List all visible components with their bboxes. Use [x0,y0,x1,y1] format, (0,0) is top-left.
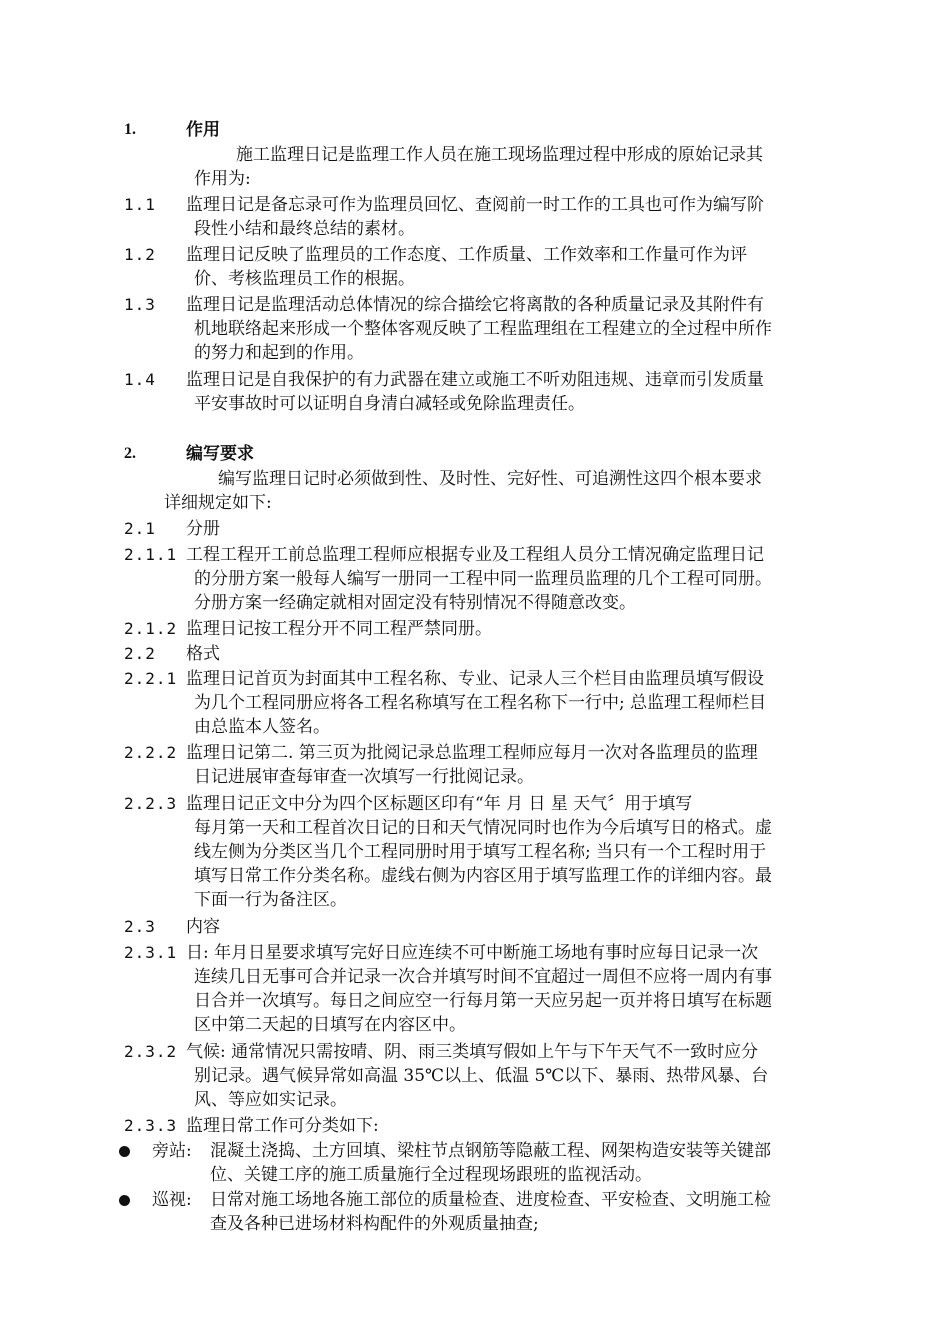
paragraph-line: 连续几日无事可合并记录一次合并填写时间不宜超过一周但不应将一周内有事 [194,967,772,987]
bullet-icon [119,1195,130,1206]
paragraph-line: 工程工程开工前总监理工程师应根据专业及工程组人员分工情况确定监理日记 [186,545,764,565]
section-title: 编写要求 [186,444,254,464]
section-number: 2. [124,445,136,462]
paragraph-line: 监理日记是自我保护的有力武器在建立或施工不听劝阻违规、违章而引发质量 [186,370,764,390]
paragraph-line: 段性小结和最终总结的素材。 [194,219,415,239]
paragraph-line: 监理日常工作可分类如下: [186,1116,379,1136]
paragraph-line: 填写日常工作分类名称。虚线右侧为内容区用于填写监理工作的详细内容。最 [194,866,772,886]
paragraph-line: 日常对施工场地各施工部位的质量检查、进度检查、平安检查、文明施工检 [210,1190,771,1210]
item-number: 2.1.2 [124,619,178,638]
item-number: 2.2.3 [124,794,178,813]
paragraph-line: 风、等应如实记录。 [194,1090,347,1110]
paragraph-line: 的努力和起到的作用。 [194,343,364,363]
bullet-icon [119,1146,130,1157]
paragraph-line: 日记进展审查每审查一次填写一行批阅记录。 [194,767,534,787]
paragraph-line: 监理日记正文中分为四个区标题区印有“年 月 日 星 天气〞用于填写 [186,794,693,814]
paragraph-line: 监理日记按工程分开不同工程严禁同册。 [186,619,492,639]
paragraph-line: 每月第一天和工程首次日记的日和天气情况同时也作为今后填写日的格式。虚 [194,818,772,838]
paragraph-line: 格式 [186,644,220,664]
paragraph-line: 监理日记第二. 第三页为批阅记录总监理工程师应每月一次对各监理员的监理 [186,743,758,763]
paragraph-line: 监理日记是监理活动总体情况的综合描绘它将离散的各种质量记录及其附件有 [186,295,764,315]
paragraph-line: 监理日记是备忘录可作为监理员回忆、查阅前一时工作的工具也可作为编写阶 [186,195,764,215]
item-number: 2.1 [124,519,156,538]
item-number: 2.3.1 [124,943,178,962]
bullet-label: 巡视: [152,1190,192,1210]
paragraph-line: 详细规定如下: [164,493,272,513]
paragraph-line: 内容 [186,917,220,937]
paragraph-line: 区中第二天起的日填写在内容区中。 [194,1015,466,1035]
item-number: 2.3 [124,917,156,936]
paragraph-line: 下面一行为备注区。 [194,890,347,910]
paragraph-line: 混凝土浇捣、土方回填、梁柱节点钢筋等隐蔽工程、网架构造安装等关键部 [210,1141,771,1161]
item-number: 1.3 [124,295,156,314]
paragraph-line: 平安事故时可以证明自身清白减轻或免除监理责任。 [194,394,585,414]
paragraph-line: 作用为: [194,169,251,189]
item-number: 1.1 [124,195,156,214]
paragraph-line: 监理日记反映了监理员的工作态度、工作质量、工作效率和工作量可作为评 [186,245,747,265]
item-number: 1.4 [124,370,156,389]
item-number: 1.2 [124,245,156,264]
paragraph-line: 施工监理日记是监理工作人员在施工现场监理过程中形成的原始记录其 [236,145,763,165]
paragraph-line: 机地联络起来形成一个整体客观反映了工程监理组在工程建立的全过程中所作 [194,319,772,339]
paragraph-line: 别记录。遇气候异常如高温 35℃以上、低温 5℃以下、暴雨、热带风暴、台 [194,1066,769,1086]
paragraph-line: 由总监本人签名。 [194,717,330,737]
paragraph-line: 监理日记首页为封面其中工程名称、专业、记录人三个栏目由监理员填写假设 [186,669,764,689]
paragraph-line: 的分册方案一般每人编写一册同一工程中同一监理员监理的几个工程可同册。 [194,569,772,589]
item-number: 2.2.2 [124,743,178,762]
bullet-label: 旁站: [152,1141,192,1161]
item-number: 2.3.2 [124,1042,178,1061]
paragraph-line: 分册方案一经确定就相对固定没有特别情况不得随意改变。 [194,593,636,613]
paragraph-line: 气候: 通常情况只需按晴、阴、雨三类填写假如上午与下午天气不一致时应分 [186,1042,759,1062]
paragraph-line: 日合并一次填写。每日之间应空一行每月第一天应另起一页并将日填写在标题 [194,991,772,1011]
paragraph-line: 线左侧为分类区当几个工程同册时用于填写工程名称; 当只有一个工程时用于 [194,842,767,862]
item-number: 2.2.1 [124,669,178,688]
item-number: 2.3.3 [124,1116,178,1135]
item-number: 2.1.1 [124,545,178,564]
section-title: 作用 [186,120,220,140]
section-number: 1. [124,121,136,138]
paragraph-line: 日: 年月日星要求填写完好日应连续不可中断施工场地有事时应每日记录一次 [186,943,759,963]
paragraph-line: 编写监理日记时必须做到性、及时性、完好性、可追溯性这四个根本要求 [218,469,762,489]
paragraph-line: 价、考核监理员工作的根据。 [194,269,415,289]
paragraph-line: 位、关键工序的施工质量施行全过程现场跟班的监视活动。 [210,1165,652,1185]
paragraph-line: 查及各种已进场材料构配件的外观质量抽查; [210,1214,539,1234]
item-number: 2.2 [124,644,156,663]
paragraph-line: 分册 [186,519,220,539]
paragraph-line: 为几个工程同册应将各工程名称填写在工程名称下一行中; 总监理工程师栏目 [194,693,767,713]
